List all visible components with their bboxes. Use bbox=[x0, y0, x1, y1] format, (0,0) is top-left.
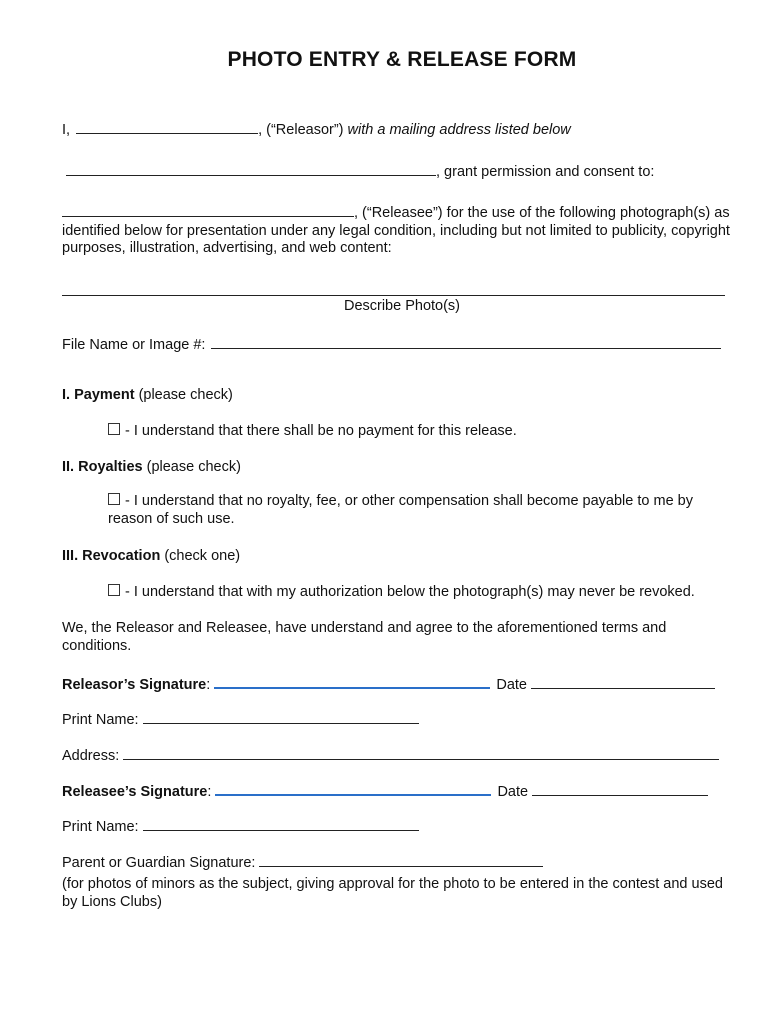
payment-heading: I. Payment bbox=[62, 387, 135, 403]
address-row bbox=[62, 745, 719, 764]
intro-paragraph bbox=[62, 202, 732, 258]
form-title: PHOTO ENTRY & RELEASE FORM bbox=[227, 48, 577, 71]
royalties-option bbox=[108, 493, 733, 528]
releasee-name-field[interactable] bbox=[62, 202, 354, 217]
revocation-option bbox=[108, 584, 695, 600]
address-field[interactable] bbox=[123, 745, 719, 760]
intro-line-1 bbox=[62, 119, 571, 138]
payment-checkbox[interactable] bbox=[108, 423, 120, 435]
royalties-checkbox[interactable] bbox=[108, 493, 120, 505]
releasor-tag: , (“Releasor”) bbox=[258, 122, 344, 138]
guardian-signature-label: Parent or Guardian Signature: bbox=[62, 855, 256, 871]
releasee-signature-label: Releasee’s Signature bbox=[62, 784, 208, 800]
intro-prefix: I, bbox=[62, 122, 71, 138]
releasee-signature-field[interactable] bbox=[215, 780, 491, 796]
file-name-row bbox=[62, 334, 721, 353]
payment-option bbox=[108, 423, 517, 439]
colon: : bbox=[206, 677, 211, 693]
releasor-date-label: Date bbox=[496, 677, 527, 693]
revocation-note: (check one) bbox=[164, 548, 241, 564]
revocation-checkbox[interactable] bbox=[108, 584, 120, 596]
mailing-address-note: with a mailing address listed below bbox=[347, 122, 571, 138]
colon: : bbox=[207, 784, 212, 800]
releasor-print-name-row bbox=[62, 709, 419, 728]
describe-photo-field[interactable] bbox=[62, 281, 725, 296]
releasor-name-field[interactable] bbox=[76, 119, 258, 134]
releasee-date-label: Date bbox=[497, 784, 529, 800]
releasor-signature-row bbox=[62, 673, 715, 693]
usage-conditions: as identified below for presentation under any legal condition, including but not limited to publicity, copyright purposes, illustration, advertising, and web content: bbox=[62, 205, 730, 256]
releasee-tag: , (“Releasee”) for the use of the following photograph(s) bbox=[354, 205, 711, 221]
describe-photo-label: Describe Photo(s) bbox=[343, 298, 461, 314]
releasor-address-field[interactable] bbox=[66, 161, 436, 176]
file-name-label: File Name or Image #: bbox=[62, 337, 206, 353]
revocation-heading: III. Revocation bbox=[62, 548, 161, 564]
print-name-label: Print Name: bbox=[62, 819, 139, 835]
guardian-note: (for photos of minors as the subject, giving approval for the photo to be entered in the contest and used by Lions Clubs) bbox=[62, 876, 723, 910]
royalties-note: (please check) bbox=[146, 459, 241, 475]
releasor-print-name-field[interactable] bbox=[143, 709, 419, 724]
address-label: Address: bbox=[62, 748, 120, 764]
releasee-print-name-field[interactable] bbox=[143, 816, 419, 831]
releasee-date-field[interactable] bbox=[532, 781, 708, 796]
royalties-heading-row bbox=[62, 459, 241, 475]
releasor-date-field[interactable] bbox=[531, 674, 715, 689]
revocation-option-text: - I understand that with my authorization below the photograph(s) may never be revoked. bbox=[125, 584, 695, 600]
agreement-text: We, the Releasor and Releasee, have understand and agree to the aforementioned terms and conditions. bbox=[62, 620, 667, 654]
royalties-option-text: - I understand that no royalty, fee, or other compensation shall become payable to me by reason of such use. bbox=[108, 493, 693, 527]
file-name-field[interactable] bbox=[211, 334, 721, 349]
releasor-signature-field[interactable] bbox=[214, 673, 490, 689]
royalties-heading: II. Royalties bbox=[62, 459, 143, 475]
intro-line-2 bbox=[66, 161, 654, 180]
releasee-signature-row bbox=[62, 780, 708, 800]
payment-note: (please check) bbox=[138, 387, 233, 403]
guardian-signature-field[interactable] bbox=[259, 852, 543, 867]
releasor-signature-label: Releasor’s Signature bbox=[62, 677, 207, 693]
releasee-print-name-row bbox=[62, 816, 419, 835]
print-name-label: Print Name: bbox=[62, 712, 139, 728]
guardian-signature-row bbox=[62, 852, 543, 871]
grant-permission-text: , grant permission and consent to: bbox=[436, 164, 655, 180]
payment-heading-row bbox=[62, 387, 233, 403]
revocation-heading-row bbox=[62, 548, 240, 564]
payment-option-text: - I understand that there shall be no payment for this release. bbox=[125, 423, 517, 439]
